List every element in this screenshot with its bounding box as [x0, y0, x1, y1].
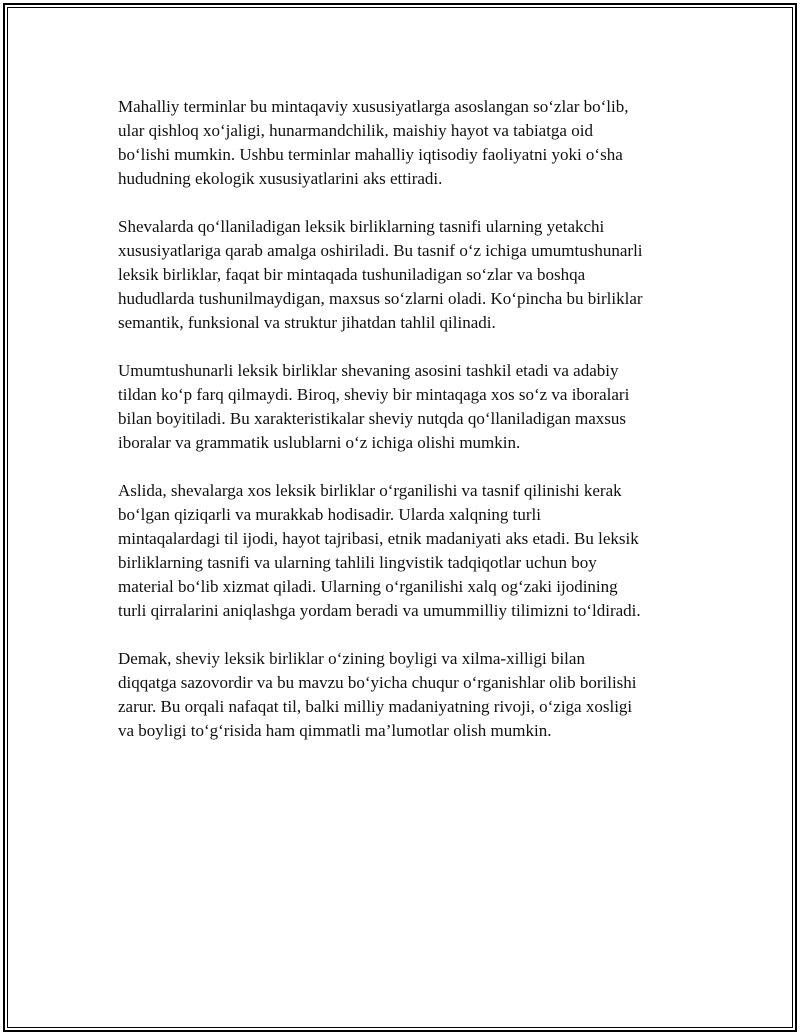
text-line: birliklarning tasnifi va ularning tahlili lingvistik tadqiqotlar uchun boy: [118, 553, 597, 572]
text-line: tildan ko‘p farq qilmaydi. Biroq, sheviy bir mintaqaga xos so‘z va iboralari: [118, 385, 630, 404]
paragraph-4: [118, 479, 690, 623]
text-line: turli qirralarini aniqlashga yordam beradi va umummilliy tilimizni to‘ldiradi.: [118, 601, 641, 620]
text-line: Demak, sheviy leksik birliklar o‘zining boyligi va xilma-xilligi bilan: [118, 649, 585, 668]
paragraph-2: [118, 215, 690, 335]
text-line: zarur. Bu orqali nafaqat til, balki milliy madaniyatning rivoji, o‘ziga xosligi: [118, 697, 633, 716]
text-line: iboralar va grammatik uslublarni o‘z ichiga olishi mumkin.: [118, 433, 521, 452]
text-line: material bo‘lib xizmat qiladi. Ularning o‘rganilishi xalq og‘zaki ijodining: [118, 577, 618, 596]
text-line: diqqatga sazovordir va bu mavzu bo‘yicha chuqur o‘rganishlar olib borilishi: [118, 673, 637, 692]
text-line: bo‘lgan qiziqarli va murakkab hodisadir. Ularda xalqning turli: [118, 505, 541, 524]
paragraph-5: [118, 647, 690, 743]
paragraph-1: [118, 95, 690, 191]
text-line: bilan boyitiladi. Bu xarakteristikalar sheviy nutqda qo‘llaniladigan maxsus: [118, 409, 626, 428]
text-line: bo‘lishi mumkin. Ushbu terminlar mahalliy iqtisodiy faoliyatni yoki o‘sha: [118, 145, 623, 164]
text-line: hududning ekologik xususiyatlarini aks ettiradi.: [118, 169, 443, 188]
document-body: [118, 95, 690, 767]
text-line: ular qishloq xo‘jaligi, hunarmandchilik, maishiy hayot va tabiatga oid: [118, 121, 593, 140]
paragraph-3: [118, 359, 690, 455]
text-line: mintaqalardagi til ijodi, hayot tajribasi, etnik madaniyati aks etadi. Bu leksik: [118, 529, 639, 548]
text-line: va boyligi to‘g‘risida ham qimmatli ma’lumotlar olish mumkin.: [118, 721, 552, 740]
text-line: Mahalliy terminlar bu mintaqaviy xususiyatlarga asoslangan so‘zlar bo‘lib,: [118, 97, 629, 116]
text-line: semantik, funksional va struktur jihatdan tahlil qilinadi.: [118, 313, 496, 332]
text-line: Shevalarda qo‘llaniladigan leksik birliklarning tasnifi ularning yetakchi: [118, 217, 605, 236]
text-line: hududlarda tushunilmaydigan, maxsus so‘zlarni oladi. Ko‘pincha bu birliklar: [118, 289, 643, 308]
text-line: leksik birliklar, faqat bir mintaqada tushuniladigan so‘zlar va boshqa: [118, 265, 586, 284]
text-line: Aslida, shevalarga xos leksik birliklar o‘rganilishi va tasnif qilinishi kerak: [118, 481, 622, 500]
text-line: xususiyatlariga qarab amalga oshiriladi. Bu tasnif o‘z ichiga umumtushunarli: [118, 241, 643, 260]
text-line: Umumtushunarli leksik birliklar shevaning asosini tashkil etadi va adabiy: [118, 361, 619, 380]
